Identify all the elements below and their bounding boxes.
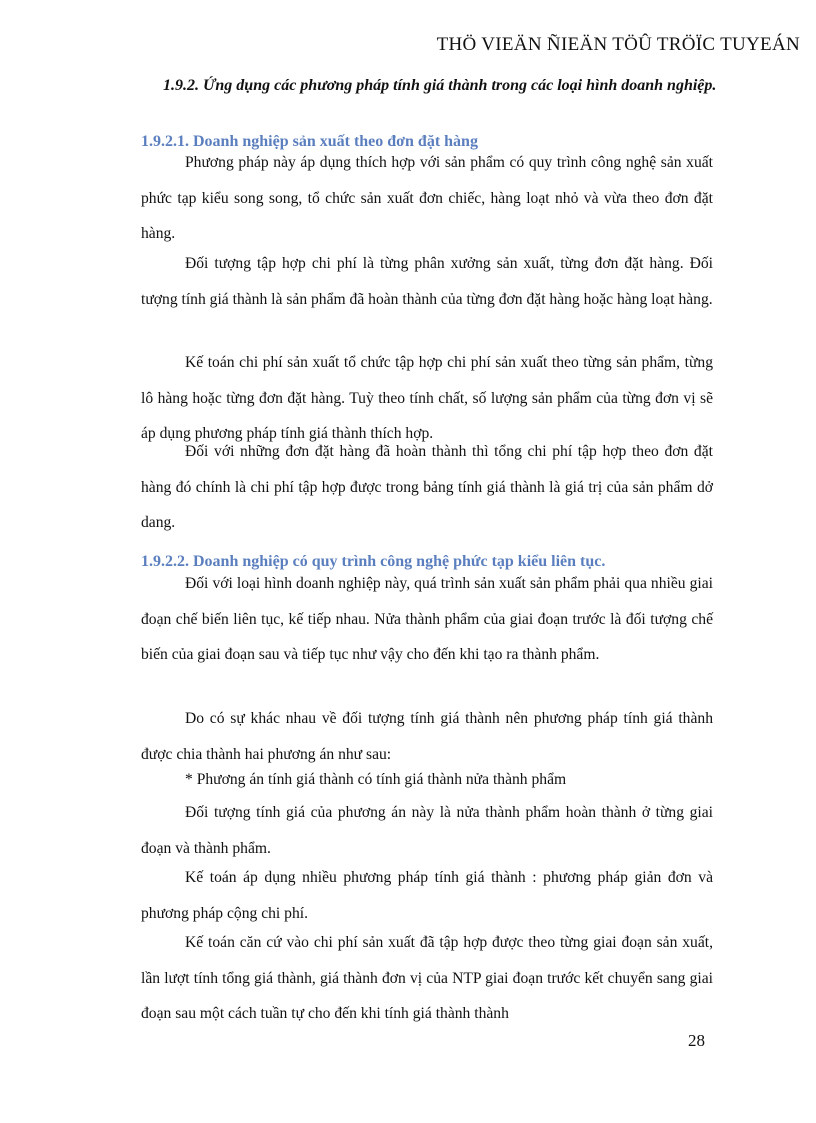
paragraph: Phương pháp này áp dụng thích hợp với sản phẩm có quy trình công nghệ sản xuất phức tạp kiểu song song, tổ chức sản xuất đơn chiếc, hàng loạt nhỏ và vừa theo đơn đặt hàng. — [141, 154, 713, 242]
subsection-heading-2: 1.9.2.2. Doanh nghiệp có quy trình công nghệ phức tạp kiểu liên tục. — [141, 553, 606, 570]
page-number: 28 — [688, 1031, 705, 1050]
subsection-heading-1: 1.9.2.1. Doanh nghiệp sản xuất theo đơn đặt hàng — [141, 133, 478, 150]
section-title: 1.9.2. Ứng dụng các phương pháp tính giá thành trong các loại hình doanh nghiệp. — [163, 77, 717, 94]
paragraph: Đối với loại hình doanh nghiệp này, quá trình sản xuất sản phẩm phải qua nhiều giai đoạn chế biến liên tục, kế tiếp nhau. Nửa thành phẩm của giai đoạn trước là đối tượng chế biến của giai đoạn sau và tiếp tục như vậy cho đến khi tạo ra thành phẩm. — [141, 575, 713, 663]
running-header: THÖ VIEÄN ÑIEÄN TÖÛ TRÖÏC TUYEÁN — [436, 34, 800, 55]
paragraph: Đối tượng tập hợp chi phí là từng phân xưởng sản xuất, từng đơn đặt hàng. Đối tượng tính giá thành là sản phẩm đã hoàn thành của từng đơn đặt hàng hoặc hàng loạt hàng. — [141, 255, 713, 308]
paragraph: * Phương án tính giá thành có tính giá thành nửa thành phẩm — [185, 771, 567, 788]
paragraph: Kế toán căn cứ vào chi phí sản xuất đã tập hợp được theo từng giai đoạn sản xuất, lần lượt tính tổng giá thành, giá thành đơn vị của NTP giai đoạn trước kết chuyển sang giai đoạn sau một cách tuần tự cho đến khi tính giá thành thành — [141, 934, 713, 1022]
paragraph: Do có sự khác nhau về đối tượng tính giá thành nên phương pháp tính giá thành được chia thành hai phương án như sau: — [141, 710, 713, 763]
paragraph: Đối tượng tính giá của phương án này là nửa thành phẩm hoàn thành ở từng giai đoạn và thành phẩm. — [141, 804, 713, 857]
paragraph: Đối với những đơn đặt hàng đã hoàn thành thì tổng chi phí tập hợp theo đơn đặt hàng đó chính là chi phí tập hợp được trong bảng tính giá thành là giá trị của sản phẩm dở dang. — [141, 443, 713, 531]
paragraph: Kế toán chi phí sản xuất tổ chức tập hợp chi phí sản xuất theo từng sản phẩm, từng lô hàng hoặc từng đơn đặt hàng. Tuỳ theo tính chất, số lượng sản phẩm của từng đơn vị sẽ áp dụng phương pháp tính giá thành thích hợp. — [141, 354, 713, 442]
paragraph: Kế toán áp dụng nhiều phương pháp tính giá thành : phương pháp giản đơn và phương pháp cộng chi phí. — [141, 869, 713, 922]
